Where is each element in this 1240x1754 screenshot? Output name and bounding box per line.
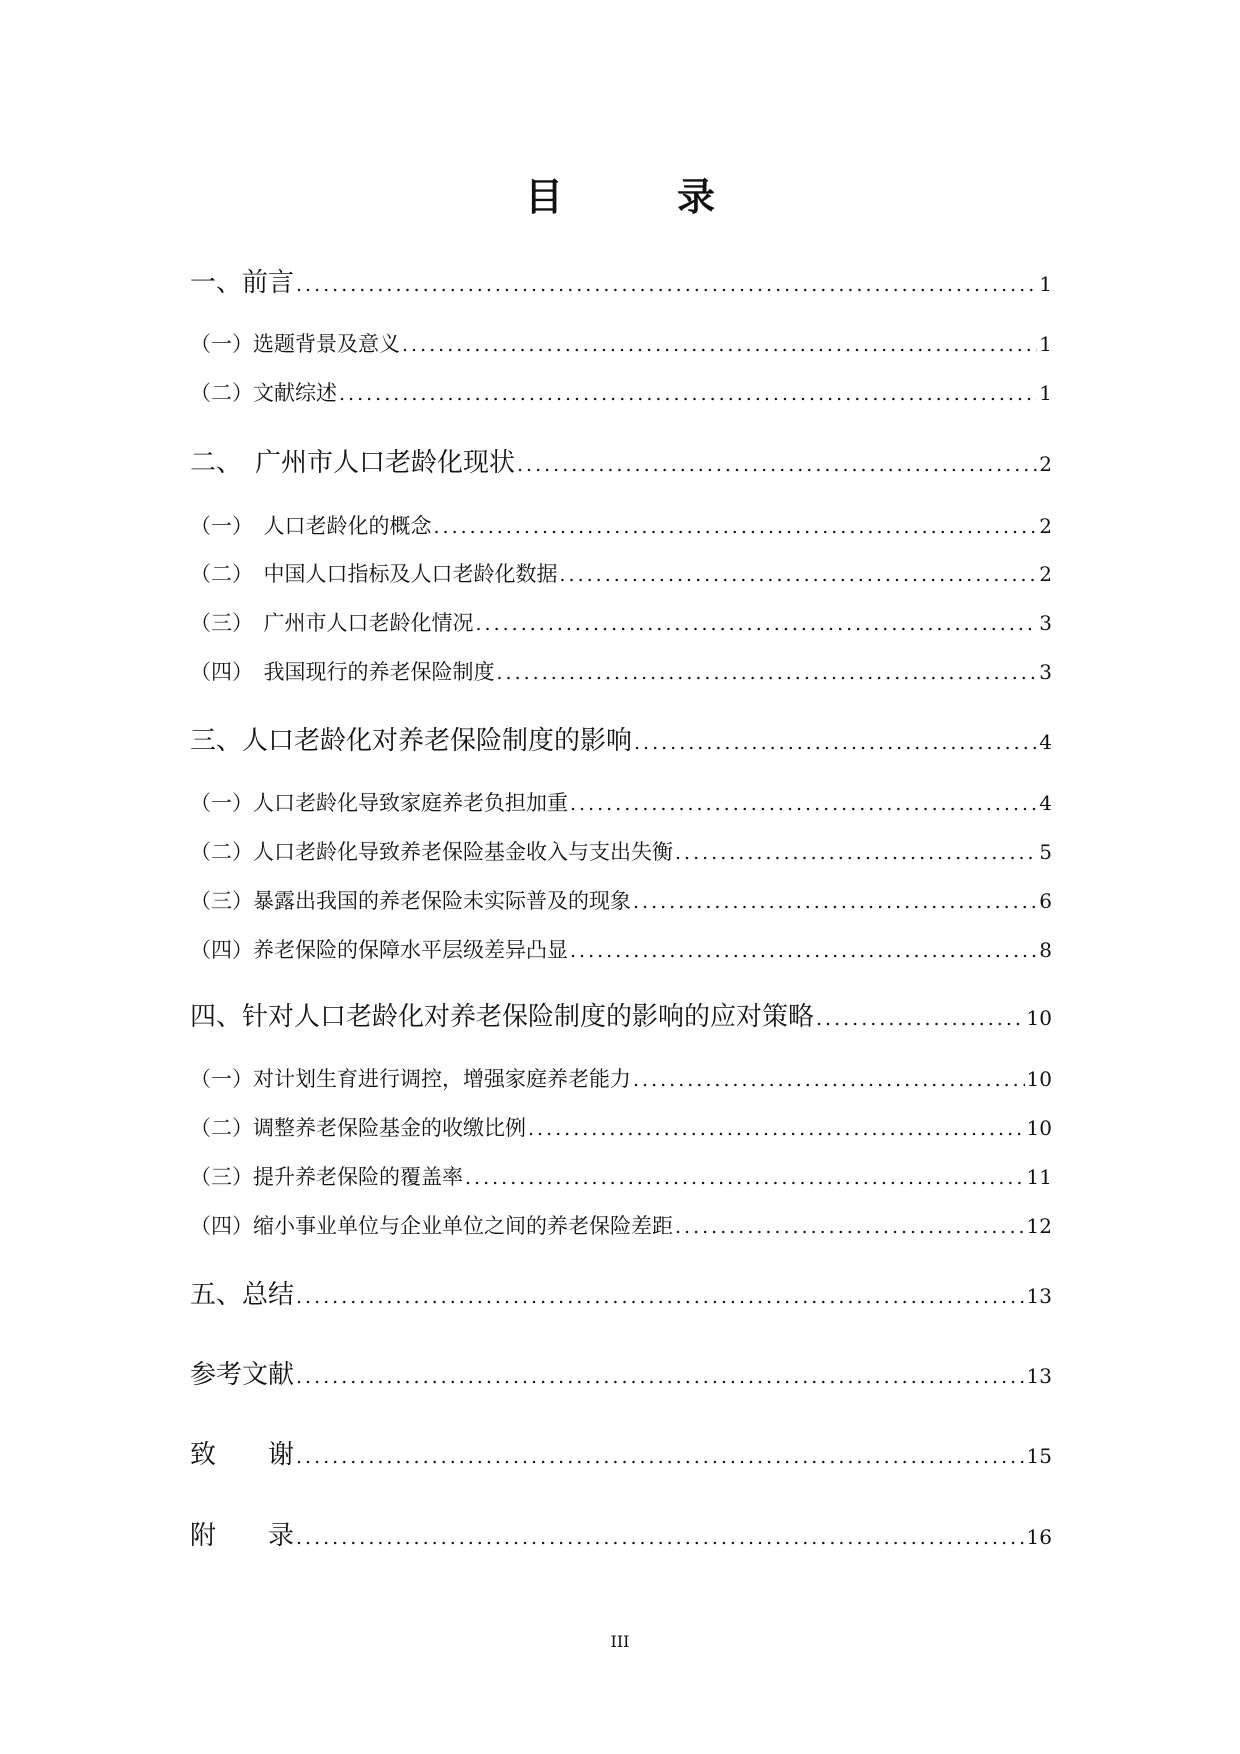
- toc-leader: [517, 454, 1037, 476]
- toc-entry-page: 1: [1039, 381, 1052, 405]
- toc-entry-4-1[interactable]: [190, 1063, 1052, 1093]
- toc-entry-chapter-5[interactable]: [190, 1274, 1052, 1311]
- toc-entry-1-1[interactable]: [190, 328, 1052, 358]
- toc-entry-label: （三） 广州市人口老龄化情况: [190, 611, 474, 635]
- toc-entry-3-2[interactable]: [190, 836, 1052, 866]
- toc-entry-label: 三、人口老龄化对养老保险制度的影响: [190, 726, 633, 756]
- toc-entry-4-4[interactable]: [190, 1210, 1052, 1240]
- toc-leader: [296, 1286, 1025, 1308]
- toc-leader: [476, 613, 1038, 635]
- toc-leader: [402, 334, 1037, 356]
- toc-entry-page: 8: [1039, 938, 1052, 962]
- toc-entry-label: 五、总结: [190, 1280, 295, 1310]
- toc-entry-references[interactable]: [190, 1354, 1052, 1391]
- toc-entry-2-2[interactable]: [190, 558, 1052, 588]
- toc-entry-page: 4: [1039, 730, 1052, 754]
- toc-entry-preface[interactable]: [190, 262, 1052, 299]
- toc-entry-page: 12: [1026, 1214, 1052, 1238]
- toc-entry-chapter-2[interactable]: [190, 442, 1052, 479]
- toc-entry-label: 致 谢: [190, 1440, 295, 1470]
- toc-entry-page: 6: [1039, 889, 1052, 913]
- toc-leader: [675, 1216, 1025, 1238]
- toc-leader: [296, 1446, 1025, 1468]
- toc-leader: [675, 842, 1037, 864]
- toc-entry-page: 2: [1039, 514, 1052, 538]
- toc-entry-page: 10: [1026, 1006, 1052, 1030]
- toc-leader: [296, 274, 1037, 296]
- toc-entry-label: （三）暴露出我国的养老保险未实际普及的现象: [190, 889, 631, 913]
- toc-entry-label: （一）人口老龄化导致家庭养老负担加重: [190, 791, 568, 815]
- toc-entry-page: 1: [1039, 272, 1052, 296]
- toc-entry-page: 3: [1039, 660, 1052, 684]
- page-title: 目 录: [524, 175, 753, 219]
- toc-entry-label: （一）选题背景及意义: [190, 332, 400, 356]
- toc-leader: [434, 516, 1038, 538]
- toc-leader: [570, 793, 1037, 815]
- toc-leader: [633, 891, 1037, 913]
- toc-entry-appendix[interactable]: [190, 1515, 1052, 1552]
- toc-entry-page: 10: [1026, 1116, 1052, 1140]
- toc-entry-page: 4: [1039, 791, 1052, 815]
- toc-entry-page: 11: [1026, 1165, 1052, 1189]
- toc-entry-4-3[interactable]: [190, 1161, 1052, 1191]
- toc-entry-2-3[interactable]: [190, 607, 1052, 637]
- toc-entry-page: 13: [1026, 1364, 1052, 1388]
- toc-leader: [633, 1069, 1025, 1091]
- toc-leader: [528, 1118, 1025, 1140]
- toc-entry-label: （二）人口老龄化导致养老保险基金收入与支出失衡: [190, 840, 673, 864]
- toc-entry-label: 二、 广州市人口老龄化现状: [190, 448, 516, 478]
- toc-leader: [497, 662, 1038, 684]
- toc-leader: [339, 383, 1037, 405]
- toc-entry-page: 13: [1026, 1284, 1052, 1308]
- toc-entry-page: 5: [1039, 840, 1052, 864]
- page-number: III: [610, 1632, 630, 1651]
- toc-entry-label: （二）文献综述: [190, 381, 337, 405]
- toc-entry-1-2[interactable]: [190, 377, 1052, 407]
- toc-entry-4-2[interactable]: [190, 1112, 1052, 1142]
- toc-entry-label: （一）对计划生育进行调控，增强家庭养老能力: [190, 1067, 631, 1091]
- toc-leader: [296, 1527, 1025, 1549]
- toc-entry-3-4[interactable]: [190, 934, 1052, 964]
- toc-entry-page: 10: [1026, 1067, 1052, 1091]
- toc-entry-2-4[interactable]: [190, 656, 1052, 686]
- toc-entry-3-1[interactable]: [190, 787, 1052, 817]
- toc-entry-label: （二）调整养老保险基金的收缴比例: [190, 1116, 526, 1140]
- toc-entry-2-1[interactable]: [190, 510, 1052, 540]
- toc-leader: [816, 1008, 1025, 1030]
- toc-entry-label: 参考文献: [190, 1360, 295, 1390]
- toc-leader: [296, 1366, 1025, 1388]
- toc-entry-label: 四、针对人口老龄化对养老保险制度的影响的应对策略: [190, 1002, 815, 1032]
- toc-entry-label: 附 录: [190, 1521, 295, 1551]
- toc-leader: [560, 564, 1038, 586]
- toc-entry-page: 2: [1039, 562, 1052, 586]
- toc-leader: [570, 940, 1037, 962]
- toc-entry-label: 一、前言: [190, 268, 295, 298]
- toc-entry-page: 3: [1039, 611, 1052, 635]
- toc-entry-label: （四）缩小事业单位与企业单位之间的养老保险差距: [190, 1214, 673, 1238]
- toc-entry-chapter-3[interactable]: [190, 720, 1052, 757]
- toc-entry-label: （四） 我国现行的养老保险制度: [190, 660, 495, 684]
- toc-entry-label: （三）提升养老保险的覆盖率: [190, 1165, 463, 1189]
- toc-entry-page: 2: [1039, 452, 1052, 476]
- toc-entry-3-3[interactable]: [190, 885, 1052, 915]
- toc-entry-page: 15: [1026, 1444, 1052, 1468]
- toc-entry-label: （四）养老保险的保障水平层级差异凸显: [190, 938, 568, 962]
- toc-entry-page: 16: [1026, 1525, 1052, 1549]
- toc-entry-label: （一） 人口老龄化的概念: [190, 514, 432, 538]
- toc-entry-label: （二） 中国人口指标及人口老龄化数据: [190, 562, 558, 586]
- toc-leader: [465, 1167, 1025, 1189]
- toc-entry-chapter-4[interactable]: [190, 996, 1052, 1033]
- toc-entry-acknowledgements[interactable]: [190, 1434, 1052, 1471]
- toc-entry-page: 1: [1039, 332, 1052, 356]
- toc-leader: [634, 732, 1037, 754]
